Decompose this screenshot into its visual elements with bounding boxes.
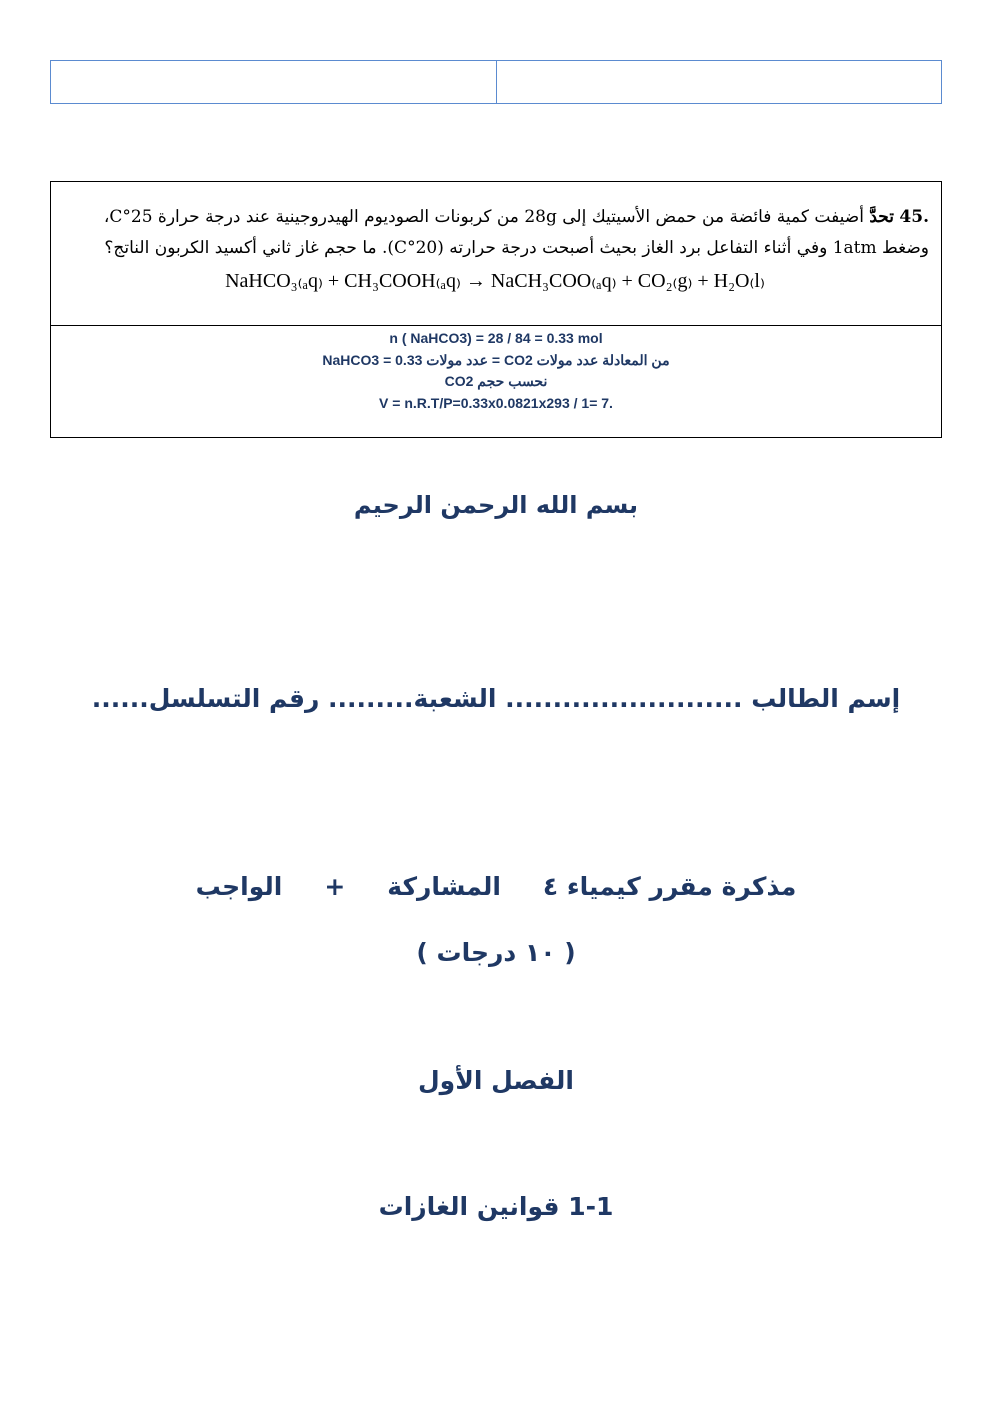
answer-line-1: n ( NaHCO3) = 28 / 84 = 0.33 mol [389,330,603,346]
question-text [61,202,929,326]
question-label: تحدَّ [869,207,895,227]
section-heading: 1-1 قوانين الغازات [378,1192,614,1221]
question-divider [51,325,941,326]
answer-line-4: V = n.R.T/P=0.33x0.0821x293 / 1= 7. [379,394,613,411]
top-table [50,60,942,104]
memo-title-text: مذكرة مقرر كيمياء ٤ [542,872,797,901]
grade-heading: ( ١٠ درجات ) [416,938,576,967]
answer-line-3: نحسب حجم CO2 [444,373,548,389]
memo-homework: الواجب [195,872,283,901]
student-info-line: إسم الطالب ......................... الشعبة......... رقم التسلسل...... [91,684,901,713]
basmala-heading: بسم الله الرحمن الرحيم [353,491,639,519]
answer-section [51,328,941,414]
chapter-heading: الفصل الأول [417,1066,575,1095]
answer-line-2: من المعادلة عدد مولات CO2 = عدد مولات NaHCO3 = 0.33 [322,351,670,368]
table-cell [51,61,496,103]
memo-participation: المشاركة [387,872,501,901]
memo-plus: + [324,872,346,901]
question-line-1: أضيفت كمية فائضة من حمض الأسيتيك إلى 28g من كربونات الصوديوم الهيدروجينية عند درجة حرارة 25°C، [103,207,864,227]
memo-title [0,872,992,901]
table-cell [496,61,942,103]
question-line-2: وضغط 1atm وفي أثناء التفاعل برد الغاز بحيث أصبحت درجة حرارته (20°C). ما حجم غاز ثاني أكسيد الكربون الناتج؟ [104,238,929,258]
question-box [50,181,942,438]
question-number: 45. [899,207,929,227]
chemical-equation: NaHCO₃₍ₐq₎ + CH₃COOH₍ₐq₎ → NaCH₃COO₍ₐq₎ + CO₂₍g₎ + H₂O₍l₎ [225,270,765,292]
